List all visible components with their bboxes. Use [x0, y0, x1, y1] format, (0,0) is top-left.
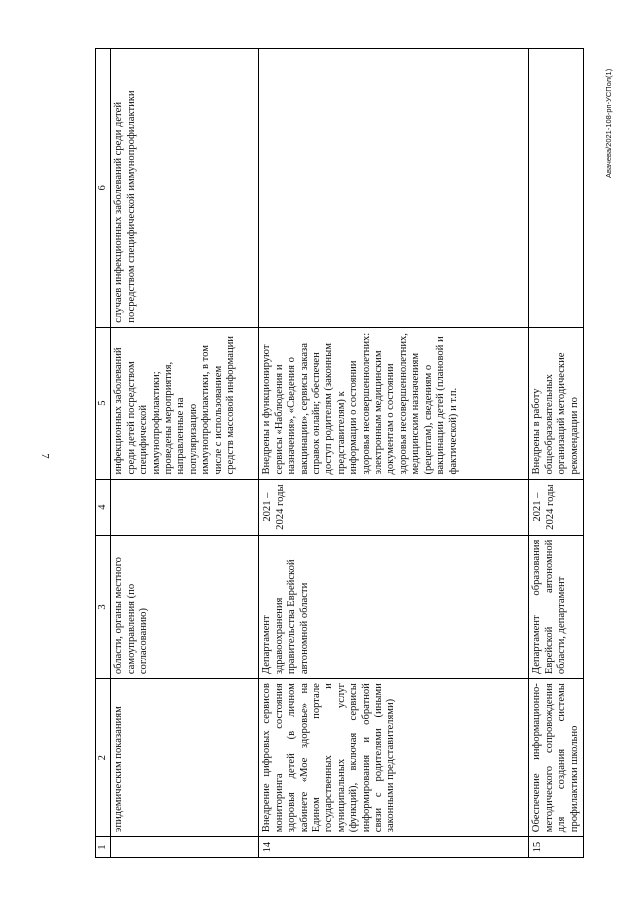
period-cell: 2021 – 2024 годы [529, 479, 584, 535]
column-header: 6 [96, 49, 111, 328]
result-cell: инфекционных заболеваний среди детей посредством специфической иммунопрофилактики; проведены мероприятия, направленные на популяризацию иммунопрофилактики, в том числе с использованием средств массовой информации [111, 327, 259, 479]
row-number: 15 [529, 837, 584, 858]
column-header: 3 [96, 535, 111, 678]
table-row [111, 49, 259, 858]
page-number: 7 [38, 453, 51, 459]
measure-cell: Обеспечение информационно-методического сопровождения для создания системы профилактики школьно [529, 679, 584, 837]
row-number [111, 837, 259, 858]
document-reference-text: Авачева/2021-108-рп-УСПол(1) [604, 68, 613, 178]
measure-cell: эпидемическим показаниям [111, 679, 259, 837]
table-row [259, 49, 529, 858]
table-header-row [96, 49, 111, 858]
table-row [529, 49, 584, 858]
measures-table [95, 48, 584, 858]
column-header: 2 [96, 679, 111, 837]
column-header: 5 [96, 327, 111, 479]
indicator-cell: случаев инфекционных заболеваний среди детей посредством специфической иммунопрофилактики [111, 49, 259, 328]
result-cell: Внедрены и функционируют сервисы «Наблюдения и назначения», «Сведения о вакцинации», сервисы заказа справок онлайн; обеспечен доступ родителям (законным представителям) к информации о состоянии здоровья несовершеннолетних: электронным медицинским документам о состоянии здоровья несовершеннолетних, медицинским назначениям (рецептам), сведениям о вакцинации детей (плановой и фактической) и т.п. [259, 327, 529, 479]
result-cell: Внедрены в работу общеобразовательных организаций методические рекомендации по [529, 327, 584, 479]
row-number: 14 [259, 837, 529, 858]
executor-cell: области, органы местного самоуправления (по согласованию) [111, 535, 259, 678]
indicator-cell [259, 49, 529, 328]
indicator-cell [529, 49, 584, 328]
measures-table-container [95, 48, 580, 858]
executor-cell: Департамент здравоохранения правительства Еврейской автономной области [259, 535, 529, 678]
column-header: 4 [96, 479, 111, 535]
period-cell [111, 479, 259, 535]
executor-cell: Департамент образования Еврейской автономной области, департамент [529, 535, 584, 678]
measure-cell: Внедрение цифровых сервисов мониторинга состояния здоровья детей (в личном кабинете «Мое здоровье» на Едином портале государственных и муниципальных услуг (функций), включая сервисы информирования и обратной связи с родителями (иными законными представителями) [259, 679, 529, 837]
period-cell: 2021 – 2024 годы [259, 479, 529, 535]
column-header: 1 [96, 837, 111, 858]
